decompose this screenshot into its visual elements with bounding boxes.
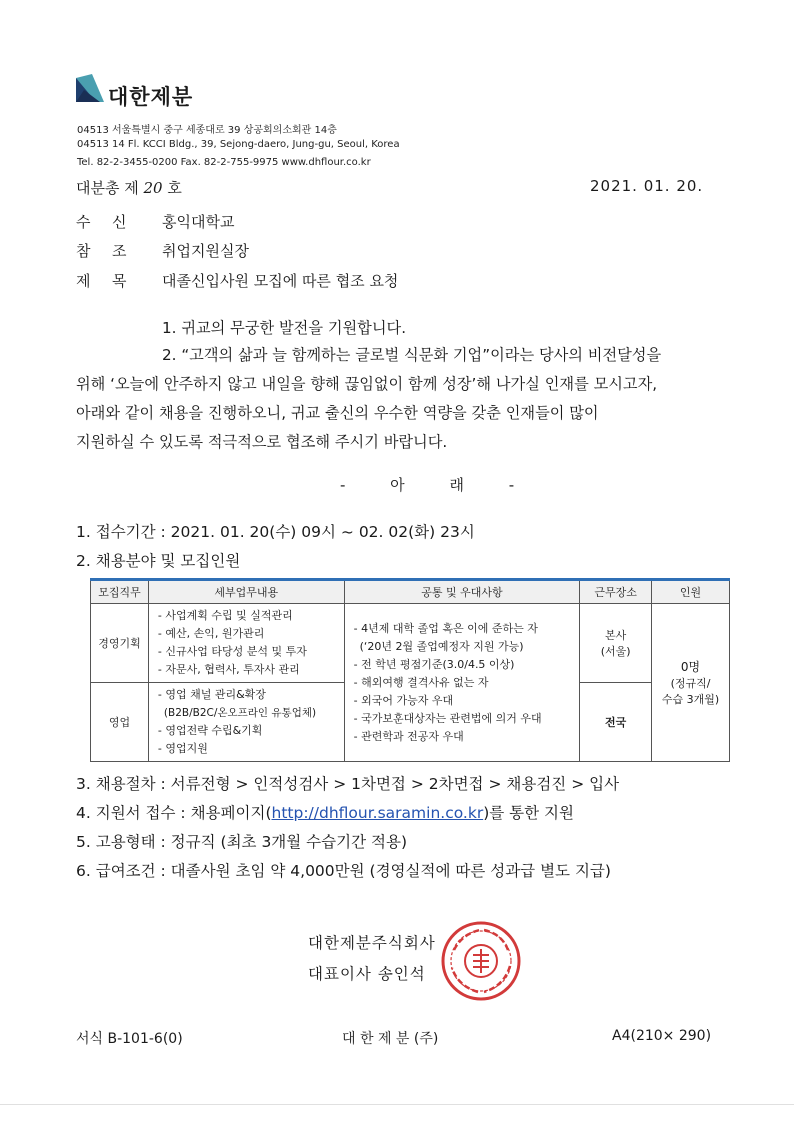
section-heading-ahrae: - 아 래 - [340, 476, 515, 494]
table-header: 인원 [652, 580, 730, 604]
footer-paper-size: A4(210× 290) [612, 1028, 712, 1044]
footer-company: 대 한 제 분 (주) [342, 1031, 439, 1047]
section-salary: 6. 급여조건 : 대졸사원 초임 약 4,000만원 (경영실적에 따른 성과급 별도 지급) [76, 862, 611, 880]
section-hiring-process: 3. 채용절차 : 서류전형 > 인적성검사 > 1차면접 > 2차면접 > 채용검진 > 입사 [76, 775, 620, 793]
table-header: 세부업무내용 [148, 580, 344, 604]
tasks-cell: - 영업 채널 관리&확장 (B2B/B2C/온오프라인 유통업체) - 영업전략 수립&기획 - 영업지원 [148, 683, 344, 762]
paragraph-1: 1. 귀교의 무궁한 발전을 기원합니다. [162, 319, 407, 337]
document-date: 2021. 01. 20. [590, 177, 704, 195]
footer-form-number: 서식 B-101-6(0) [76, 1031, 183, 1047]
section-employment-type: 5. 고용형태 : 정규직 (최초 3개월 수습기간 적용) [76, 833, 407, 851]
tasks-cell: - 사업계획 수립 및 실적관리 - 예산, 손익, 원가관리 - 신규사업 타당성 분석 및 투자 - 자문사, 협력사, 투자사 관리 [148, 604, 344, 683]
table-header: 모집직무 [91, 580, 149, 604]
table-header: 공통 및 우대사항 [344, 580, 580, 604]
work-place-cell: 전국 [580, 683, 652, 762]
job-title-cell: 영업 [91, 683, 149, 762]
document-number: 대분총 제 20 호 [76, 179, 182, 197]
table-header: 근무장소 [580, 580, 652, 604]
headcount-cell: 0명 (정규직/ 수습 3개월) [652, 604, 730, 762]
reference-field: 참 조 취업지원실장 [76, 242, 249, 260]
signature-company: 대한제분주식회사 [308, 934, 436, 952]
signature-ceo: 대표이사 송인석 [308, 965, 426, 983]
common-requirements-cell: - 4년제 대학 졸업 혹은 이에 준하는 자 (‘20년 2월 졸업예정자 지원 가능) - 전 학년 평점기준(3.0/4.5 이상) - 해외여행 결격사유 없는 자 - 외국어 가능자 우대 - 국가보훈대상자는 관련법에 의거 우대 - 관련학과 전공자 우대 [344, 604, 580, 762]
company-logo-icon [74, 72, 106, 110]
recruitment-table [90, 578, 730, 762]
address-english: 04513 14 Fl. KCCI Bldg., 39, Sejong-daero, Jung-gu, Seoul, Korea [77, 139, 400, 150]
section-application-period: 1. 접수기간 : 2021. 01. 20(수) 09시 ~ 02. 02(화) 23시 [76, 523, 475, 541]
table-header-row [91, 580, 730, 604]
company-name: 대한제분 [108, 85, 194, 109]
work-place-cell: 본사 (서울) [580, 604, 652, 683]
document-number-handwritten: 20 [143, 179, 163, 197]
address-korean: 04513 서울특별시 중구 세종대로 39 상공회의소회관 14층 [77, 125, 337, 136]
paragraph-2: 2. “고객의 삶과 늘 함께하는 글로벌 식문화 기업”이라는 당사의 비전달성을 위해 ‘오늘에 안주하지 않고 내일을 향해 끊임없이 함께 성장’해 나가실 인재를 모시고자, 아래와 같이 채용을 진행하오니, 귀교 출신의 우수한 역량을 갖춘 인재들이 많이 지원하실 수 있도록 적극적으로 협조해 주시기 바랍니다. [76, 346, 662, 451]
bottom-divider [0, 1104, 794, 1105]
section-application-submit: 4. 지원서 접수 : 채용페이지(http://dhflour.saramin.co.kr)를 통한 지원 [76, 804, 574, 822]
company-seal-icon [440, 920, 522, 1006]
table-row [91, 604, 730, 683]
section-recruit-fields: 2. 채용분야 및 모집인원 [76, 552, 241, 570]
job-title-cell: 경영기획 [91, 604, 149, 683]
contact-info: Tel. 82-2-3455-0200 Fax. 82-2-755-9975 www.dhflour.co.kr [77, 157, 371, 168]
recruit-page-link[interactable]: http://dhflour.saramin.co.kr [271, 804, 484, 822]
subject-field: 제 목 대졸신입사원 모집에 따른 협조 요청 [76, 272, 399, 290]
recipient-field: 수 신 홍익대학교 [76, 213, 235, 231]
